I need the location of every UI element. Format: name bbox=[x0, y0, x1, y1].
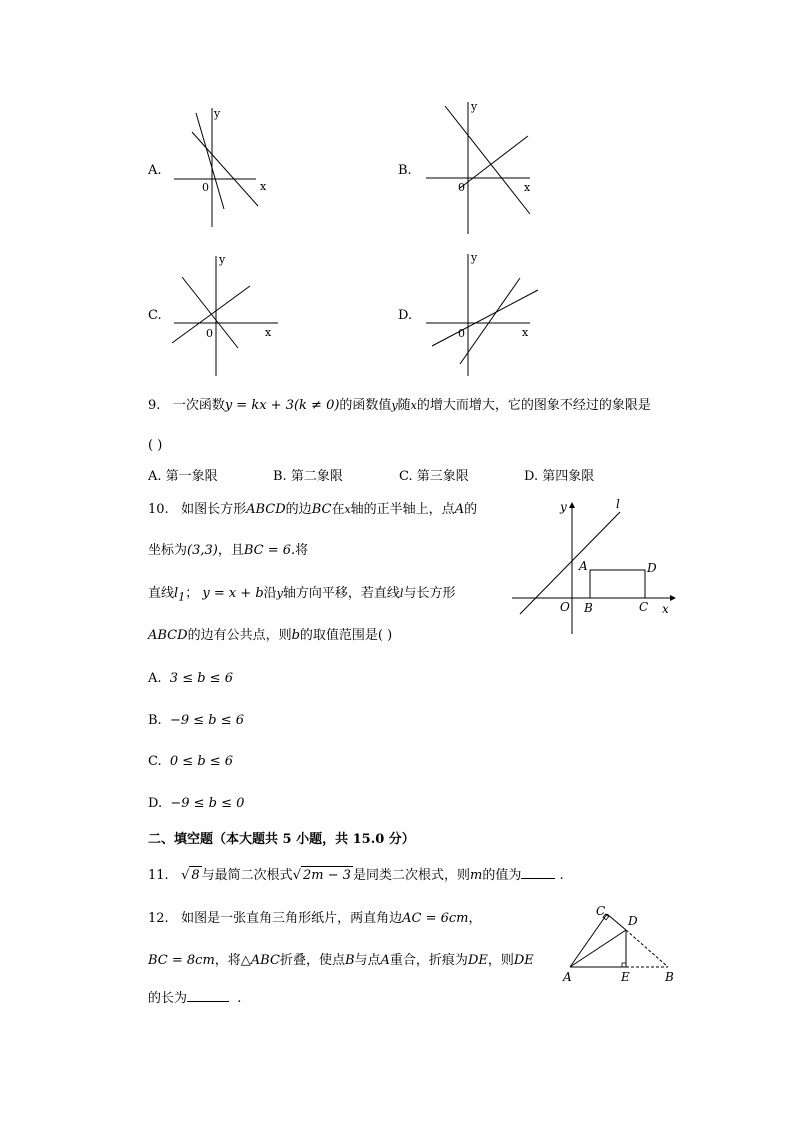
point-d-label: D bbox=[647, 561, 657, 575]
question-12-line-2: BC = 8cm，将△ABC折叠，使点B与点A重合，折痕为DE，则DE bbox=[148, 953, 534, 968]
point-a-label: A bbox=[563, 970, 572, 984]
point-a-label: A bbox=[579, 559, 588, 573]
origin-label: 0 bbox=[458, 327, 465, 340]
sqrt-8: √ 8 bbox=[181, 868, 200, 883]
right-angle-e bbox=[622, 963, 626, 967]
q10-figure bbox=[508, 494, 680, 636]
question-12-line-3: 的长为 . bbox=[148, 991, 242, 1006]
point-c-label: C bbox=[596, 904, 606, 918]
origin-label: 0 bbox=[206, 327, 213, 340]
answer-blank[interactable] bbox=[187, 989, 229, 1002]
y-axis-label: y bbox=[560, 500, 567, 514]
line-label: l bbox=[616, 497, 620, 511]
graph-option-a bbox=[168, 100, 268, 235]
side-cd bbox=[607, 914, 626, 930]
question-number: 11. bbox=[148, 868, 169, 883]
graph-option-c-label: C. bbox=[148, 308, 162, 323]
graph-option-d-label: D. bbox=[398, 308, 413, 323]
question-9-paren: ( ) bbox=[148, 438, 163, 453]
graph-option-a-label: A. bbox=[148, 163, 162, 178]
origin-label: 0 bbox=[458, 181, 465, 194]
q9-option-a[interactable]: A. 第一象限 bbox=[148, 469, 218, 484]
section-2-title: 二、填空题（本大题共 5 小题，共 15.0 分） bbox=[148, 832, 415, 847]
x-axis-arrow bbox=[670, 595, 676, 601]
line-l bbox=[520, 512, 620, 614]
question-number: 10. bbox=[148, 502, 169, 517]
question-number: 12. bbox=[148, 911, 169, 926]
question-number: 9. bbox=[148, 398, 161, 413]
graph-option-b bbox=[420, 96, 540, 238]
graph-option-b-label: B. bbox=[398, 163, 412, 178]
line-2 bbox=[460, 136, 528, 188]
line-2 bbox=[192, 132, 258, 206]
line-1 bbox=[460, 278, 520, 364]
question-10-line-3: 直线$l_1$； y = x + b沿y轴方向平移，若直线l与长方形 bbox=[148, 586, 456, 604]
graph-option-c bbox=[168, 250, 284, 380]
point-c-label: C bbox=[639, 600, 649, 614]
question-10-line-2: 坐标为(3,3)，且BC = 6.将 bbox=[148, 543, 309, 558]
point-d-label: D bbox=[628, 914, 638, 928]
formula: y = kx + 3(k ≠ 0) bbox=[224, 398, 340, 413]
side-db-dashed bbox=[626, 930, 668, 967]
q9-option-d[interactable]: D. 第四象限 bbox=[524, 469, 595, 484]
y-axis-label: y bbox=[214, 107, 221, 120]
q10-option-c[interactable]: C. 0 ≤ b ≤ 6 bbox=[148, 754, 234, 769]
q12-figure bbox=[560, 900, 680, 988]
q10-option-a[interactable]: A. 3 ≤ b ≤ 6 bbox=[148, 671, 233, 686]
x-axis-label: x bbox=[260, 180, 267, 193]
y-axis-label: y bbox=[219, 253, 226, 266]
answer-blank[interactable] bbox=[521, 866, 555, 879]
origin-label: 0 bbox=[202, 181, 209, 194]
origin-label: O bbox=[560, 600, 570, 614]
rectangle-abcd bbox=[590, 570, 645, 598]
q10-option-d[interactable]: D. −9 ≤ b ≤ 0 bbox=[148, 796, 245, 811]
q9-option-b[interactable]: B. 第二象限 bbox=[273, 469, 343, 484]
y-axis-label: y bbox=[471, 251, 478, 264]
q9-option-c[interactable]: C. 第三象限 bbox=[399, 469, 469, 484]
x-axis-label: x bbox=[662, 602, 669, 616]
question-10-line-4: ABCD的边有公共点，则b的取值范围是( ) bbox=[148, 628, 393, 643]
x-axis-label: x bbox=[524, 181, 531, 194]
line-1 bbox=[445, 106, 530, 214]
side-ac bbox=[570, 914, 607, 967]
point-b-label: B bbox=[665, 970, 674, 984]
x-axis-label: x bbox=[522, 326, 529, 339]
question-11: 11. √ 8 与最简二次根式√ 2m − 3 是同类二次根式，则m的值为 . bbox=[148, 868, 564, 883]
point-e-label: E bbox=[621, 970, 630, 984]
segment-ad bbox=[570, 930, 626, 967]
graph-option-d bbox=[420, 248, 542, 380]
point-b-label: B bbox=[584, 601, 593, 615]
line-1 bbox=[196, 113, 224, 209]
x-axis-label: x bbox=[265, 326, 272, 339]
question-10-line-1: 10. 如图长方形ABCD的边BC在x轴的正半轴上，点A的 bbox=[148, 502, 478, 517]
y-axis-arrow bbox=[569, 502, 575, 508]
y-axis-label: y bbox=[471, 100, 478, 113]
sqrt-expr: √ 2m − 3 bbox=[292, 868, 352, 883]
question-12-line-1: 12. 如图是一张直角三角形纸片，两直角边AC = 6cm， bbox=[148, 911, 482, 926]
question-9-stem: 9. 一次函数y = kx + 3(k ≠ 0)的函数值y随x的增大而增大，它的图象不经过的象限是 bbox=[148, 398, 651, 413]
q10-option-b[interactable]: B. −9 ≤ b ≤ 6 bbox=[148, 713, 245, 728]
